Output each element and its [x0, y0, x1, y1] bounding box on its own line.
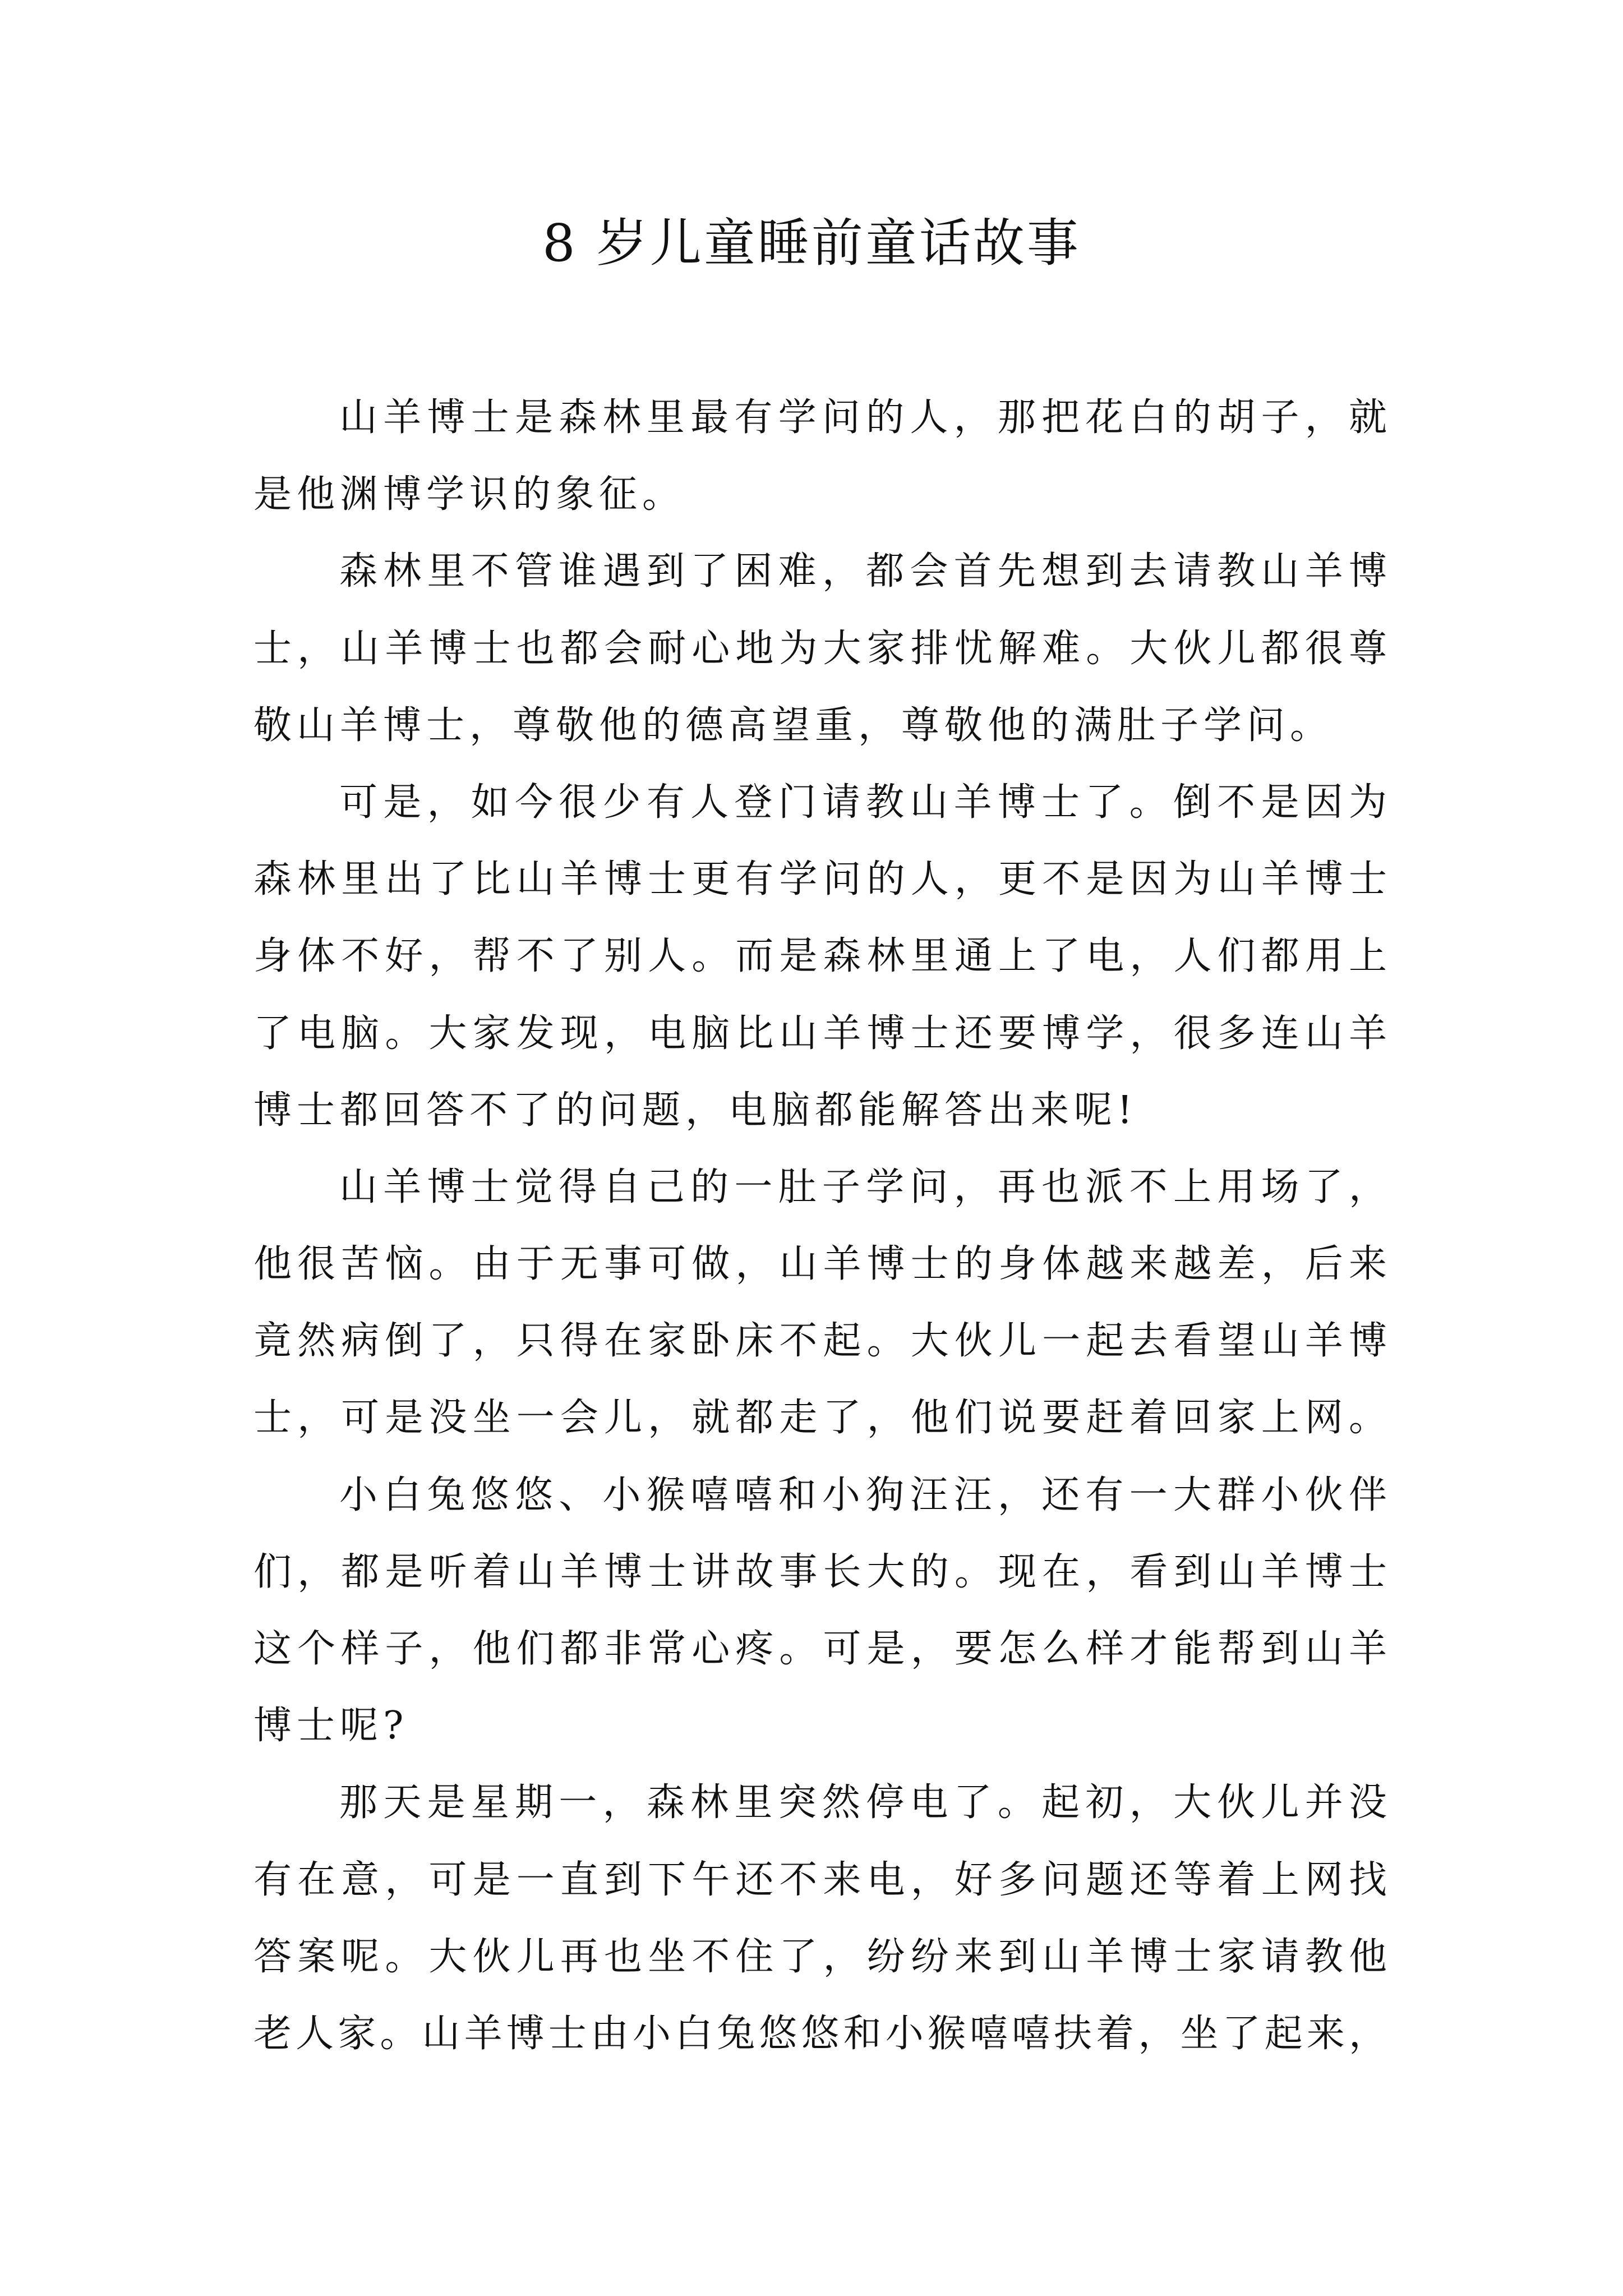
- paragraph-3-line-2: 森林里出了比山羊博士更有学问的人，更不是因为山羊博士: [253, 857, 1387, 902]
- paragraph-5-line-3: 这个样子，他们都非常心疼。可是，要怎么样才能帮到山羊: [253, 1627, 1387, 1671]
- paragraph-2-line-1: 森林里不管谁遇到了困难，都会首先想到去请教山羊博: [339, 549, 1387, 594]
- paragraph-5-line-1: 小白兔悠悠、小猴嘻嘻和小狗汪汪，还有一大群小伙伴: [339, 1473, 1387, 1517]
- paragraph-5-line-4: 博士呢?: [253, 1704, 409, 1749]
- paragraph-4-line-2: 他很苦恼。由于无事可做，山羊博士的身体越来越差，后来: [253, 1242, 1387, 1287]
- paragraph-4-line-3: 竟然病倒了，只得在家卧床不起。大伙儿一起去看望山羊博: [253, 1319, 1387, 1364]
- paragraph-4-line-1: 山羊博士觉得自己的一肚子学问，再也派不上用场了，: [339, 1165, 1387, 1209]
- paragraph-6-line-2: 有在意，可是一直到下午还不来电，好多问题还等着上网找: [253, 1857, 1387, 1902]
- paragraph-2-line-3: 敬山羊博士，尊敬他的德高望重，尊敬他的满肚子学问。: [253, 703, 1334, 748]
- paragraph-4-line-4: 士，可是没坐一会儿，就都走了，他们说要赶着回家上网。: [253, 1396, 1387, 1441]
- paragraph-1-line-2: 是他渊博学识的象征。: [253, 472, 686, 517]
- paragraph-5-line-2: 们，都是听着山羊博士讲故事长大的。现在，看到山羊博士: [253, 1549, 1387, 1594]
- paragraph-2-line-2: 士，山羊博士也都会耐心地为大家排忧解难。大伙儿都很尊: [253, 626, 1387, 671]
- page-title: 8 岁儿童睡前童话故事: [542, 213, 1081, 273]
- paragraph-1-line-1: 山羊博士是森林里最有学问的人，那把花白的胡子，就: [339, 395, 1387, 440]
- paragraph-3-line-1: 可是，如今很少有人登门请教山羊博士了。倒不是因为: [339, 780, 1387, 825]
- paragraph-3-line-3: 身体不好，帮不了别人。而是森林里通上了电，人们都用上: [253, 934, 1387, 979]
- paragraph-6-line-4: 老人家。山羊博士由小白兔悠悠和小猴嘻嘻扶着，坐了起来，: [253, 2011, 1387, 2056]
- paragraph-3-line-5: 博士都回答不了的问题，电脑都能解答出来呢!: [253, 1088, 1138, 1133]
- paragraph-3-line-4: 了电脑。大家发现，电脑比山羊博士还要博学，很多连山羊: [253, 1011, 1387, 1056]
- paragraph-6-line-1: 那天是星期一，森林里突然停电了。起初，大伙儿并没: [339, 1780, 1387, 1825]
- story-body: [253, 379, 1387, 2072]
- paragraph-6-line-3: 答案呢。大伙儿再也坐不住了，纷纷来到山羊博士家请教他: [253, 1934, 1387, 1979]
